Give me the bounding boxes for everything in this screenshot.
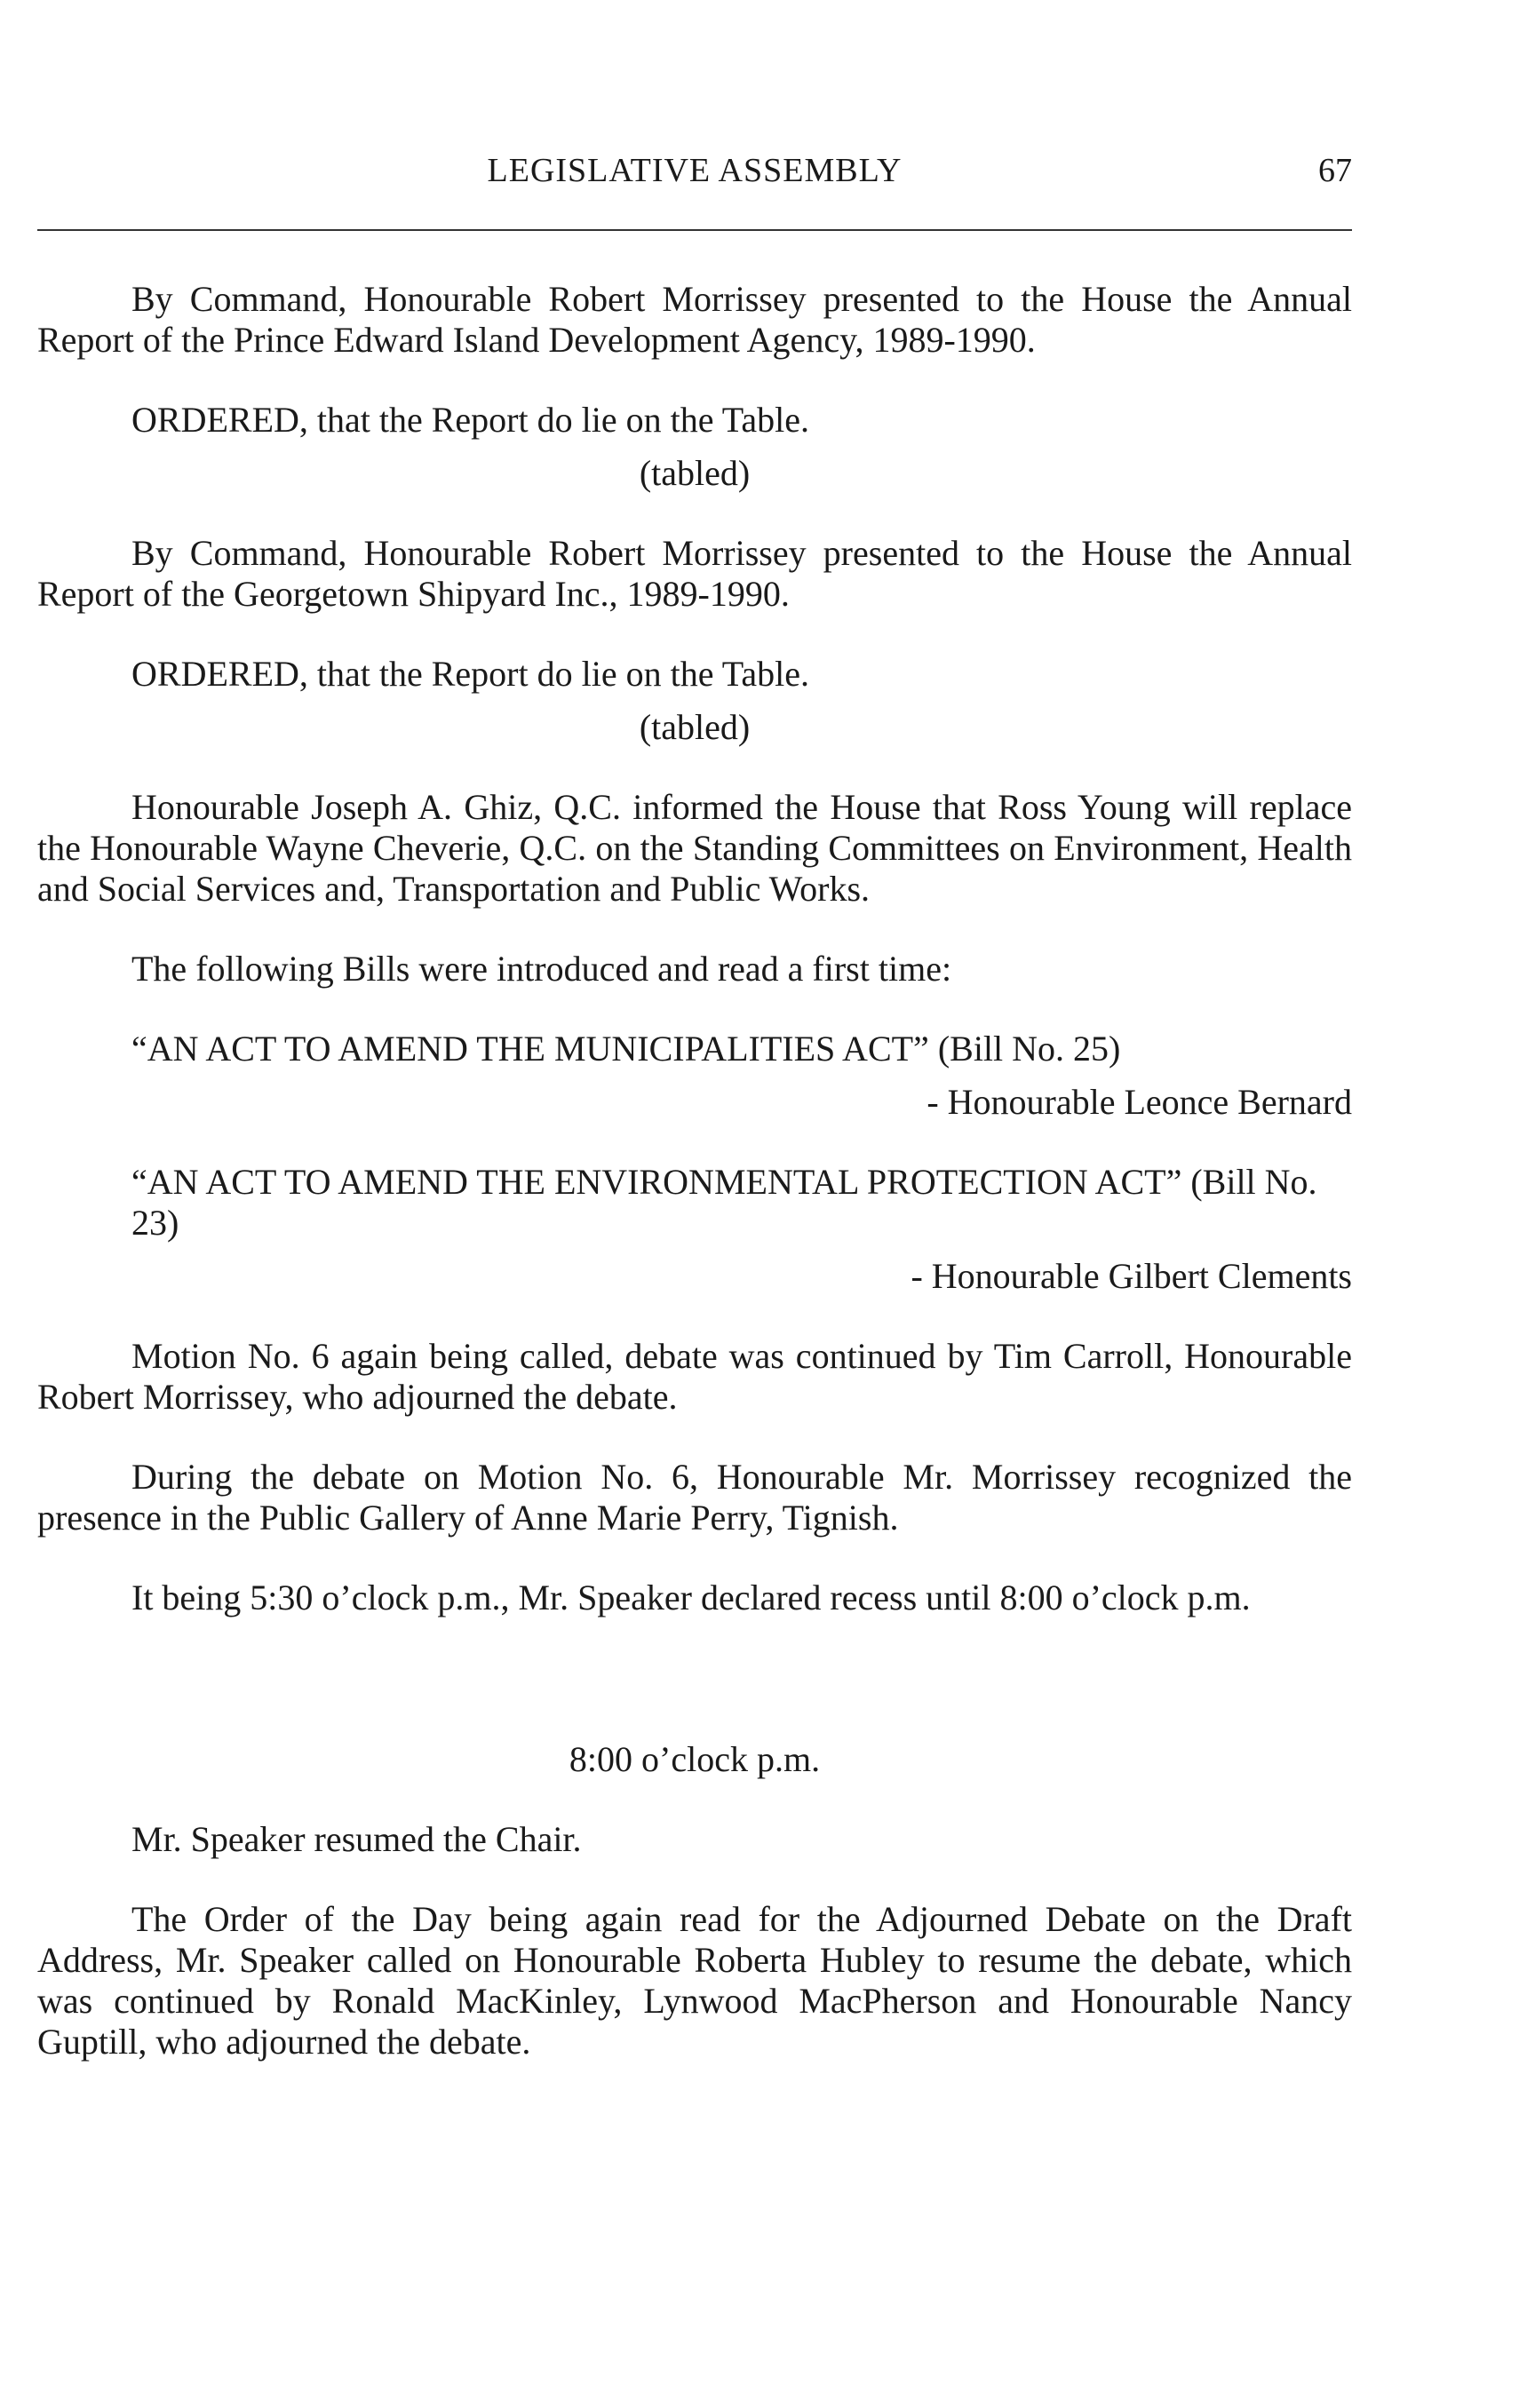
paragraph-ordered-1: ORDERED, that the Report do lie on the Table.: [131, 400, 809, 440]
paragraph-draft-address-debate: The Order of the Day being again read for the Adjourned Debate on the Draft Address, Mr. Speaker called on Honourable Roberta Hubley to resume the debate, which was continued by Ronald MacKinley, Lynwood MacPherson and Honourable Nancy Guptill, who adjourned the debate.: [37, 1899, 1352, 2062]
header-rule: [37, 229, 1352, 231]
page-header: [37, 151, 1352, 197]
paragraph-committee-replacement: Honourable Joseph A. Ghiz, Q.C. informed the House that Ross Young will replace the Honourable Wayne Cheverie, Q.C. on the Standing Committees on Environment, Health and Social Services and, Transportation and Public Works.: [37, 787, 1352, 909]
paragraph-ordered-2: ORDERED, that the Report do lie on the Table.: [131, 654, 809, 694]
paragraph-motion-6: Motion No. 6 again being called, debate was continued by Tim Carroll, Honourable Robert Morrissey, who adjourned the debate.: [37, 1336, 1352, 1417]
paragraph-report-georgetown-shipyard: By Command, Honourable Robert Morrissey presented to the House the Annual Report of the Georgetown Shipyard Inc., 1989-1990.: [37, 533, 1352, 614]
document-body: [37, 279, 1352, 2102]
tabled-note-2: (tabled): [639, 707, 751, 747]
tabled-note-1: (tabled): [639, 453, 751, 493]
paragraph-recess: It being 5:30 o’clock p.m., Mr. Speaker declared recess until 8:00 o’clock p.m.: [131, 1578, 1251, 1617]
bill-municipalities-act: “AN ACT TO AMEND THE MUNICIPALITIES ACT” (Bill No. 25): [131, 1029, 1121, 1069]
evening-time-heading: 8:00 o’clock p.m.: [569, 1739, 821, 1779]
bill-environmental-protection-act: “AN ACT TO AMEND THE ENVIRONMENTAL PROTECTION ACT” (Bill No. 23): [131, 1162, 1317, 1243]
header-title: LEGISLATIVE ASSEMBLY: [487, 152, 903, 189]
bill-sponsor-2: - Honourable Gilbert Clements: [911, 1256, 1352, 1296]
paragraph-report-development-agency: By Command, Honourable Robert Morrissey presented to the House the Annual Report of the Prince Edward Island Development Agency, 1989-1990.: [37, 279, 1352, 360]
bill-sponsor-1: - Honourable Leonce Bernard: [927, 1082, 1352, 1122]
section-spacer: [37, 1657, 1352, 1739]
page-number: 67: [1318, 152, 1352, 189]
paragraph-bills-intro: The following Bills were introduced and read a first time:: [131, 949, 952, 989]
paragraph-speaker-resumed: Mr. Speaker resumed the Chair.: [131, 1819, 582, 1859]
paragraph-public-gallery: During the debate on Motion No. 6, Honourable Mr. Morrissey recognized the presence in the Public Gallery of Anne Marie Perry, Tignish.: [37, 1457, 1352, 1538]
